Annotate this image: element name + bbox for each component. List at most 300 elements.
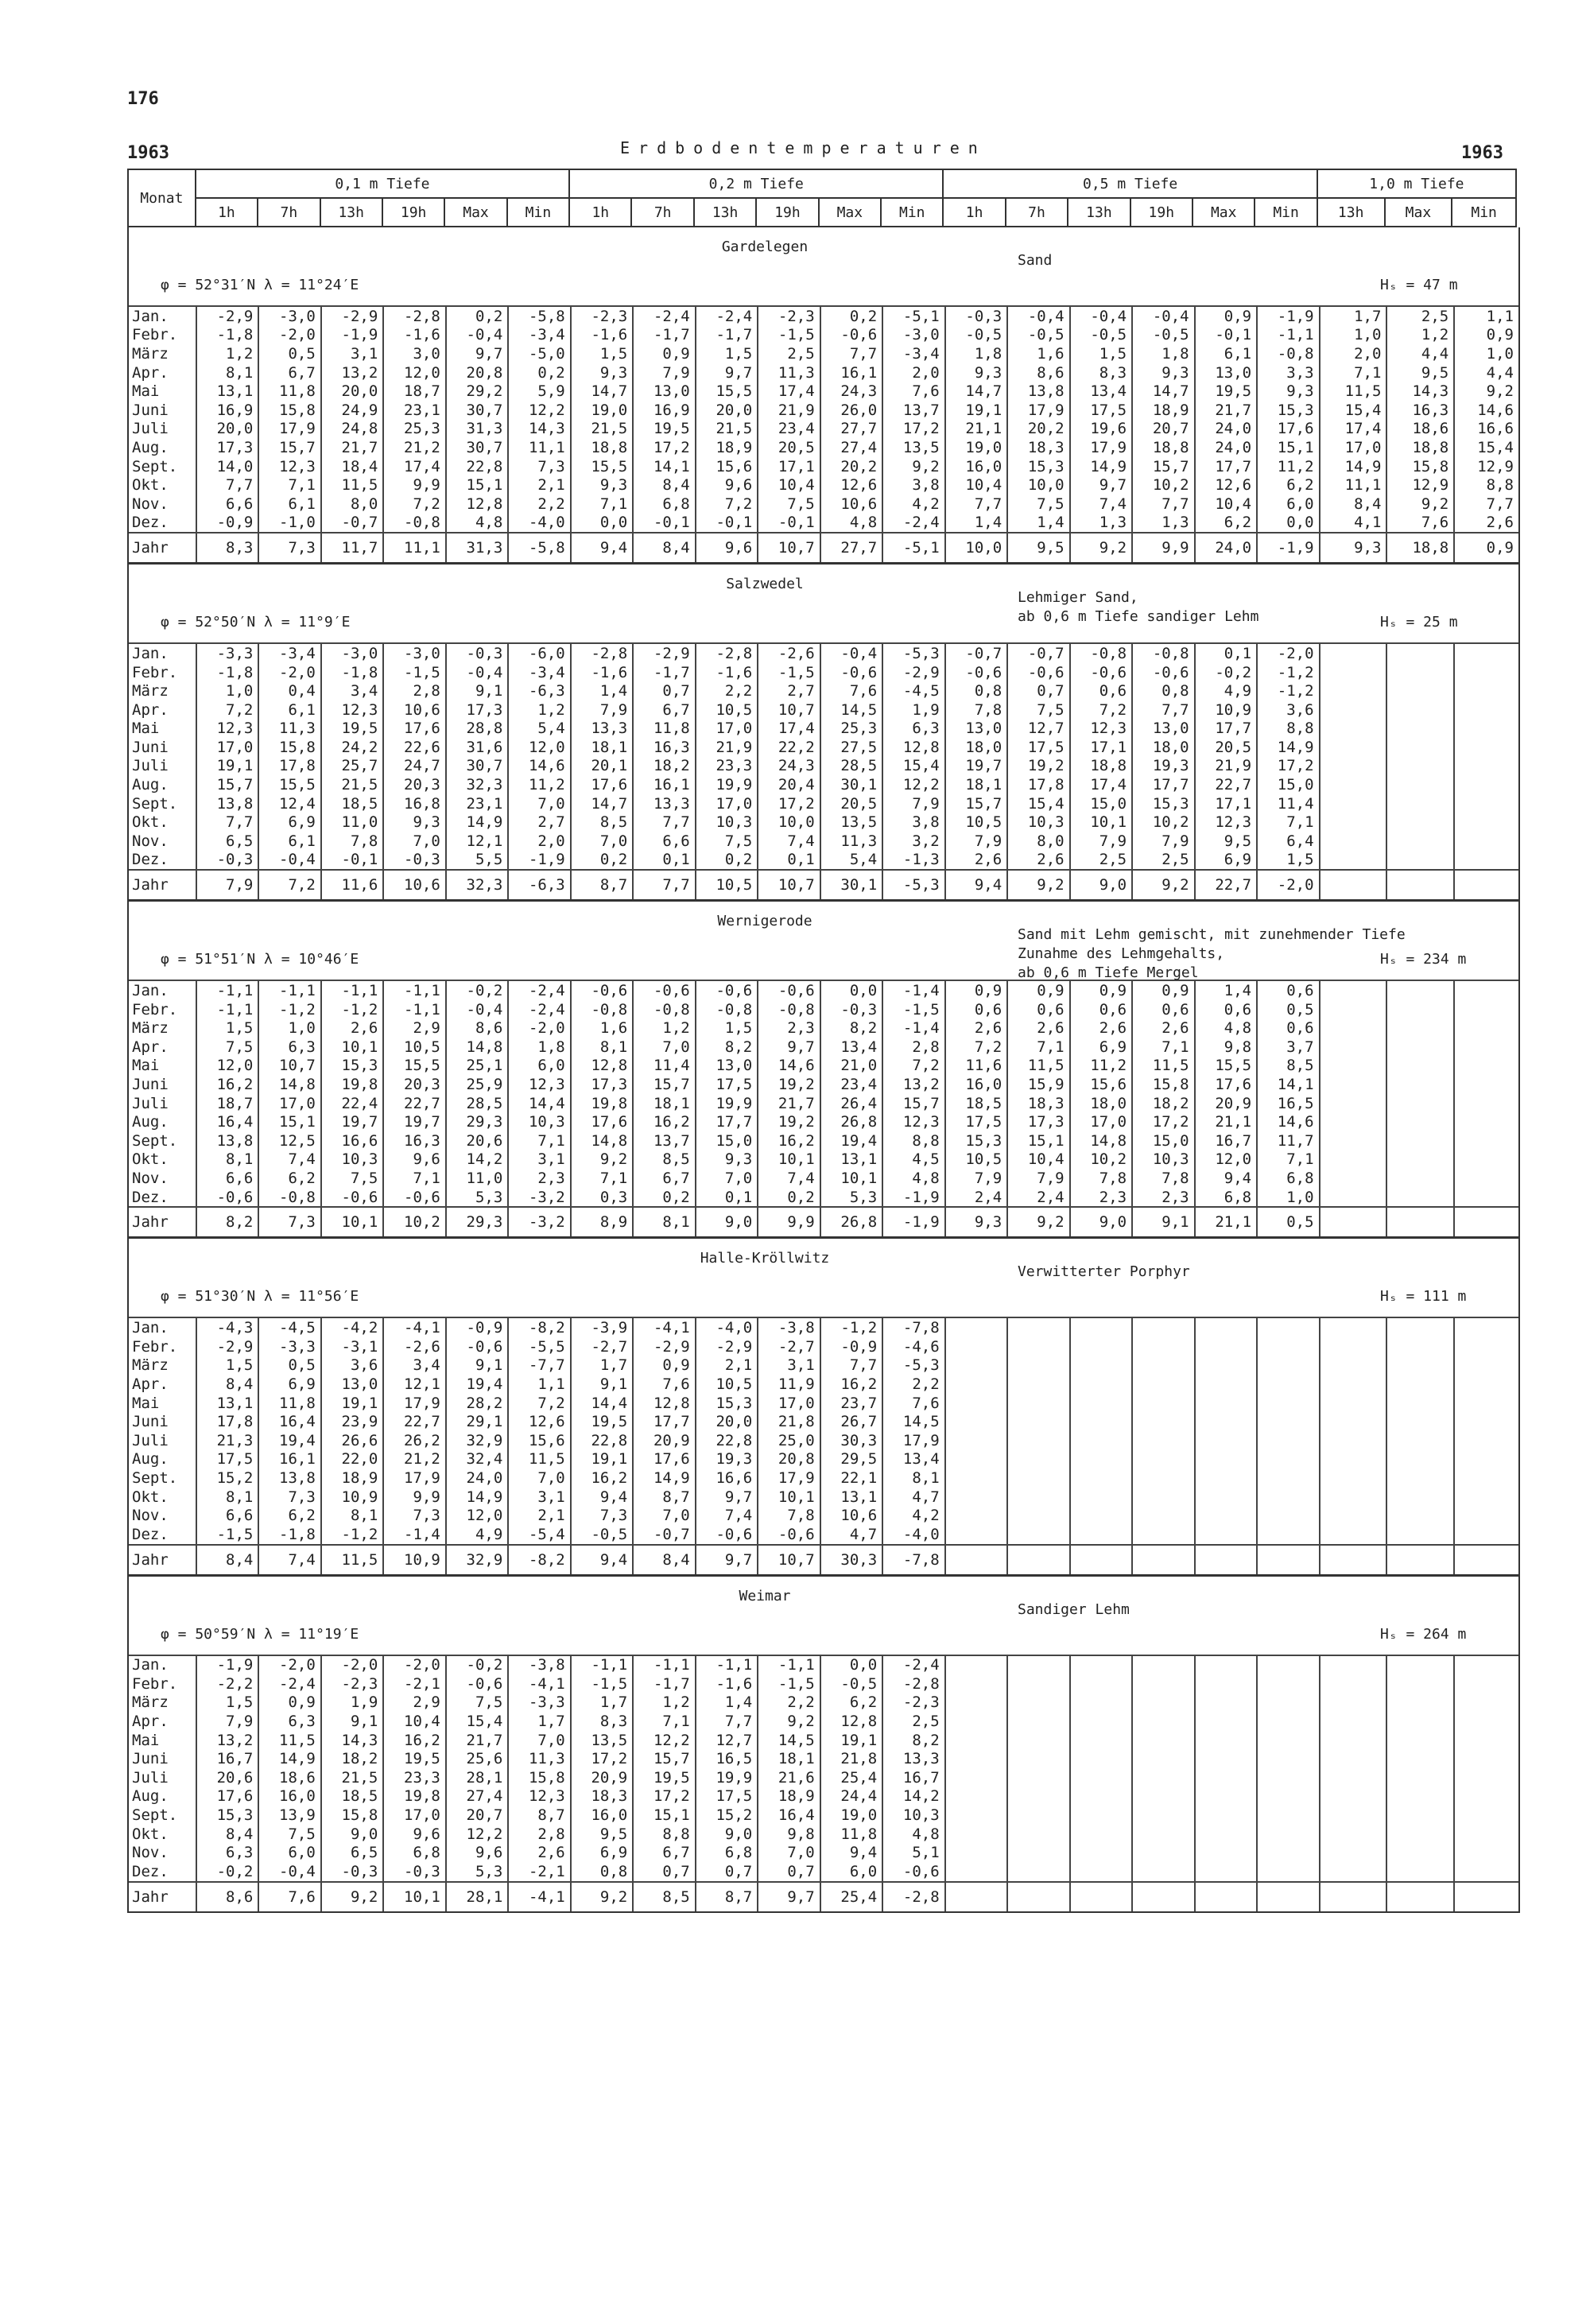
table-cell [1132,1787,1194,1806]
table-cell: 20,3 [383,775,445,794]
table-cell: 17,6 [1257,420,1319,439]
table-cell [1454,1525,1518,1545]
table-cell [1195,1749,1257,1768]
year-cell: 7,6 [258,1882,320,1911]
table-cell: -2,4 [508,1000,570,1019]
month-label: Okt. [132,1150,169,1169]
year-row [129,1882,1518,1911]
table-cell: -4,3 [196,1317,258,1337]
table-cell: 7,2 [1070,700,1132,720]
table-cell: -0,7 [1007,643,1069,663]
month-label: Aug. [132,776,169,794]
table-cell: 7,0 [383,832,445,851]
table-cell [945,1469,1007,1488]
table-cell: -1,9 [196,1655,258,1675]
table-cell: 15,3 [321,1057,383,1076]
table-cell: 17,9 [258,420,320,439]
table-cell: 12,2 [633,1731,695,1750]
table-cell: 27,5 [820,738,882,757]
table-cell: 15,3 [1007,457,1069,476]
table-cell: -2,4 [882,514,944,533]
table-cell: 30,7 [446,438,508,457]
table-cell: 0,2 [508,363,570,382]
table-cell: 15,7 [258,438,320,457]
table-cell [945,1394,1007,1413]
table-cell: 30,7 [446,401,508,420]
table-cell: 14,6 [758,1057,820,1076]
year-label: Jahr [129,870,196,899]
table-cell: 7,0 [508,1469,570,1488]
table-cell: 13,5 [820,813,882,832]
table-cell: 15,5 [383,1057,445,1076]
table-cell [1386,1431,1454,1450]
table-cell [1070,1731,1132,1750]
table-cell: 16,7 [882,1768,944,1787]
table-cell: -0,6 [696,980,758,1000]
table-cell: 14,2 [446,1150,508,1170]
table-cell: 21,7 [758,1094,820,1113]
table-cell [1454,1000,1518,1019]
table-cell: 12,6 [508,1412,570,1431]
table-cell: 7,2 [882,1057,944,1076]
table-cell [1007,1712,1069,1731]
table-cell: 5,1 [882,1843,944,1862]
table-cell: 20,7 [1132,420,1194,439]
year-cell: 10,1 [321,1207,383,1236]
table-row [129,738,1518,757]
table-cell: 9,6 [696,475,758,495]
table-cell [1132,1843,1194,1862]
table-cell [1195,1469,1257,1488]
table-row [129,1000,1518,1019]
table-cell: 16,2 [758,1131,820,1150]
table-cell: 3,8 [882,813,944,832]
table-cell: -0,9 [446,1317,508,1337]
year-cell: 7,4 [258,1545,320,1574]
table-cell: 8,1 [196,1150,258,1170]
table-cell: 1,7 [571,1694,633,1713]
table-cell: 7,7 [196,475,258,495]
table-cell: 17,6 [633,1450,695,1469]
table-cell [1257,1712,1319,1731]
table-cell: 10,1 [758,1150,820,1170]
table-cell: 10,1 [758,1488,820,1507]
year-cell [1257,1882,1319,1911]
table-cell: 17,6 [196,1787,258,1806]
year-cell: -2,0 [1257,870,1319,899]
table-cell: 20,5 [1195,738,1257,757]
table-cell: 2,6 [1007,851,1069,871]
table-cell: 8,2 [882,1731,944,1750]
table-cell: 19,6 [1070,420,1132,439]
table-cell: -1,1 [196,980,258,1000]
table-cell: 16,3 [633,738,695,757]
year-cell: 11,6 [321,870,383,899]
table-cell: 12,3 [1195,813,1257,832]
table-cell: 14,9 [1320,457,1387,476]
table-cell [1386,1694,1454,1713]
table-cell: 7,4 [758,832,820,851]
table-cell: 6,3 [258,1712,320,1731]
table-cell: 22,7 [1195,775,1257,794]
table-cell: 23,7 [820,1394,882,1413]
table-cell: 13,4 [1070,382,1132,401]
table-cell: 18,5 [321,1787,383,1806]
table-cell: 0,8 [945,681,1007,700]
table-cell: 26,0 [820,401,882,420]
time-column-header: 19h [756,198,818,227]
table-cell [1386,1731,1454,1750]
table-cell: 1,5 [696,344,758,363]
table-cell: -3,1 [321,1337,383,1356]
table-cell: 30,7 [446,757,508,776]
table-cell: 11,3 [508,1749,570,1768]
table-cell: 0,0 [571,514,633,533]
table-cell: 27,7 [820,420,882,439]
table-row [129,1317,1518,1337]
table-cell: -3,8 [508,1655,570,1675]
table-cell [1454,1131,1518,1150]
table-cell: 13,0 [321,1375,383,1394]
table-row [129,1169,1518,1188]
station-name: Salzwedel [726,576,804,593]
table-cell: -3,4 [508,663,570,682]
table-cell: 18,9 [1132,401,1194,420]
table-cell: 4,7 [882,1488,944,1507]
table-cell: 15,2 [196,1469,258,1488]
table-cell: -2,0 [383,1655,445,1675]
table-cell: 13,5 [571,1731,633,1750]
table-cell: 17,8 [196,1412,258,1431]
table-cell [1386,1188,1454,1208]
table-cell [1320,681,1387,700]
table-cell: 7,1 [571,495,633,514]
table-cell: 16,3 [1386,401,1454,420]
table-cell [1454,681,1518,700]
table-cell: 16,6 [696,1469,758,1488]
table-cell [1454,1188,1518,1208]
depth-header: 0,5 m Tiefe [943,169,1317,198]
table-cell: 4,8 [1195,1018,1257,1038]
table-cell: 7,7 [1454,495,1518,514]
year-cell: 9,7 [696,1545,758,1574]
table-cell: 10,9 [1195,700,1257,720]
table-row [129,663,1518,682]
table-cell [1070,1506,1132,1525]
table-cell [1007,1375,1069,1394]
table-cell: 5,3 [446,1188,508,1208]
month-label: Febr. [132,663,178,681]
table-cell: 15,6 [1070,1075,1132,1094]
month-label: Nov. [132,1169,169,1187]
table-cell: 7,9 [633,363,695,382]
table-cell: 8,4 [196,1375,258,1394]
table-cell: 10,3 [1007,813,1069,832]
table-cell: 18,6 [258,1768,320,1787]
year-cell: -5,8 [508,533,570,562]
table-cell: 0,9 [633,344,695,363]
table-cell: 10,0 [758,813,820,832]
table-cell: 1,0 [1454,344,1518,363]
table-row [129,306,1518,326]
table-cell [1454,1394,1518,1413]
table-cell: 9,6 [383,1825,445,1844]
table-cell: -0,1 [1195,326,1257,345]
table-cell: -0,3 [945,306,1007,326]
table-cell [1320,813,1387,832]
table-cell: 15,0 [1132,1131,1194,1150]
month-label: Aug. [132,1450,169,1469]
year-cell [1454,1545,1518,1574]
table-cell [1454,1169,1518,1188]
table-cell [1454,1431,1518,1450]
table-cell [1257,1825,1319,1844]
table-cell: 0,5 [258,1356,320,1375]
table-cell: 10,3 [321,1150,383,1170]
table-cell: -2,6 [383,1337,445,1356]
depth-header: 0,1 m Tiefe [196,169,569,198]
table-row [129,1038,1518,1057]
table-cell: 17,0 [1320,438,1387,457]
table-cell: 1,4 [945,514,1007,533]
table-cell: 19,2 [1007,757,1069,776]
table-cell: 3,8 [882,475,944,495]
table-cell: -1,6 [383,326,445,345]
table-cell: 15,6 [508,1431,570,1450]
table-cell: 6,1 [258,700,320,720]
year-cell: 8,3 [196,533,258,562]
table-cell: 12,2 [508,401,570,420]
table-cell: 17,7 [1195,457,1257,476]
table-cell: 7,5 [446,1694,508,1713]
station-header [129,227,1518,305]
table-cell: 7,6 [1386,514,1454,533]
year-cell [1386,1882,1454,1911]
table-cell: 11,5 [1007,1057,1069,1076]
year-cell: 8,1 [633,1207,695,1236]
table-cell [1195,1694,1257,1713]
table-cell [1007,1450,1069,1469]
table-cell: 2,8 [508,1825,570,1844]
table-cell [1454,1150,1518,1170]
table-cell [1386,794,1454,813]
table-cell: 15,0 [1070,794,1132,813]
table-cell: 15,5 [571,457,633,476]
table-cell: 3,1 [508,1150,570,1170]
table-cell [1007,1655,1069,1675]
month-label: März [132,1356,169,1375]
table-cell [1454,794,1518,813]
table-cell: 15,5 [1195,1057,1257,1076]
table-cell: 29,1 [446,1412,508,1431]
table-row [129,1431,1518,1450]
table-cell: -2,8 [882,1674,944,1694]
table-cell: 7,2 [196,700,258,720]
table-cell: 15,1 [1257,438,1319,457]
table-cell: 2,6 [1007,1018,1069,1038]
table-cell: 15,4 [1320,401,1387,420]
table-cell: 1,4 [571,681,633,700]
month-label: Jan. [129,1655,196,1675]
table-cell: 7,9 [1070,832,1132,851]
table-cell: 13,8 [196,794,258,813]
table-cell: 11,5 [321,475,383,495]
year-cell: 7,3 [258,533,320,562]
table-cell: 1,2 [508,700,570,720]
table-cell: 27,4 [446,1787,508,1806]
table-cell: 5,4 [820,851,882,871]
table-cell: 18,8 [1386,438,1454,457]
table-cell: 14,0 [196,457,258,476]
depth-header: 0,2 m Tiefe [569,169,943,198]
table-cell: 20,2 [1007,420,1069,439]
table-cell: 0,8 [1132,681,1194,700]
table-cell [1007,1768,1069,1787]
table-cell [1454,832,1518,851]
table-row [129,475,1518,495]
table-cell: 16,2 [571,1469,633,1488]
table-cell [1007,1488,1069,1507]
table-cell [1007,1862,1069,1882]
table-cell [1386,1825,1454,1844]
table-cell [1320,1188,1387,1208]
table-cell: -0,7 [945,643,1007,663]
station-coordinates: φ = 52°50′N λ = 11°9′E [161,614,351,631]
table-cell: 7,9 [945,832,1007,851]
table-cell: -2,8 [571,643,633,663]
table-cell: -2,7 [571,1337,633,1356]
table-cell: -0,4 [258,1862,320,1882]
table-cell: 18,9 [758,1787,820,1806]
table-cell [1132,1731,1194,1750]
table-cell: -5,5 [508,1337,570,1356]
table-cell: 21,0 [820,1057,882,1076]
table-cell: 1,3 [1132,514,1194,533]
table-cell [1195,1862,1257,1882]
table-cell [1454,700,1518,720]
table-cell: 7,3 [258,1488,320,1507]
table-cell: 14,9 [1257,738,1319,757]
table-cell: 11,2 [1070,1057,1132,1076]
table-cell [1454,1488,1518,1507]
table-cell: 7,2 [696,495,758,514]
table-row [129,457,1518,476]
table-cell: 9,1 [446,1356,508,1375]
table-row [129,1488,1518,1507]
table-cell: 3,3 [1257,363,1319,382]
table-cell [1007,1337,1069,1356]
table-cell: 6,9 [1195,851,1257,871]
table-cell: 24,0 [1195,420,1257,439]
table-cell: -0,5 [1007,326,1069,345]
table-cell: -0,6 [882,1862,944,1882]
table-cell [1257,1749,1319,1768]
page-title: Erdbodentemperaturen [620,138,987,157]
table-cell: -1,3 [882,851,944,871]
table-cell: -5,3 [882,643,944,663]
table-row [129,1655,1518,1675]
table-cell: -1,8 [321,663,383,682]
table-cell: -1,2 [321,1000,383,1019]
table-cell: 19,8 [321,1075,383,1094]
year-cell: -5,1 [882,533,944,562]
table-cell: 15,8 [1386,457,1454,476]
table-cell: 1,0 [196,681,258,700]
table-cell: 18,1 [758,1749,820,1768]
table-cell: 2,2 [696,681,758,700]
table-cell: -1,1 [258,980,320,1000]
table-cell: 25,3 [820,720,882,739]
table-cell [1320,1169,1387,1188]
table-cell: 8,2 [696,1038,758,1057]
table-cell: -0,6 [446,1674,508,1694]
table-cell: 28,8 [446,720,508,739]
month-label: Mai [132,1731,160,1749]
table-cell: 29,3 [446,1112,508,1131]
table-cell: 2,6 [1454,514,1518,533]
table-cell: 17,7 [1195,720,1257,739]
table-cell [1132,1712,1194,1731]
table-cell: 17,4 [1320,420,1387,439]
table-cell: 11,5 [258,1731,320,1750]
month-label: Jan. [129,643,196,663]
table-cell [1195,1674,1257,1694]
table-cell: 14,9 [258,1749,320,1768]
table-cell: 12,4 [258,794,320,813]
table-cell [1454,1731,1518,1750]
table-cell: 8,4 [196,1825,258,1844]
station-data-table [129,1317,1518,1573]
table-cell: 0,6 [1257,1018,1319,1038]
table-cell [1320,663,1387,682]
year-label: Jahr [129,1207,196,1236]
table-cell: 17,9 [1070,438,1132,457]
table-cell: 15,3 [1257,401,1319,420]
table-cell: 11,2 [508,775,570,794]
year-cell [1257,1545,1319,1574]
table-cell: 18,5 [945,1094,1007,1113]
table-cell: 28,5 [446,1094,508,1113]
table-cell: 1,1 [1454,306,1518,326]
table-cell: 6,7 [633,1843,695,1862]
year-cell [1132,1545,1194,1574]
table-cell: 14,3 [1386,382,1454,401]
table-cell: 7,5 [1007,700,1069,720]
table-cell: 19,4 [446,1375,508,1394]
table-cell: 3,0 [383,344,445,363]
table-cell: 15,7 [945,794,1007,813]
station-block [127,1574,1520,1913]
table-cell [1257,1317,1319,1337]
table-cell: -3,9 [571,1317,633,1337]
table-cell [1070,1768,1132,1787]
table-cell: -1,5 [882,1000,944,1019]
table-cell: 16,0 [571,1806,633,1825]
table-cell: 28,1 [446,1768,508,1787]
table-cell [1454,1356,1518,1375]
month-label: Febr. [132,1000,178,1018]
table-cell: 5,9 [508,382,570,401]
year-cell: -5,3 [882,870,944,899]
table-cell: 0,7 [1007,681,1069,700]
table-cell: 0,5 [1257,1000,1319,1019]
time-column-header: Max [1385,198,1452,227]
table-cell: -2,8 [696,643,758,663]
table-cell: -3,4 [258,643,320,663]
table-cell: -3,4 [882,344,944,363]
table-cell: 2,0 [882,363,944,382]
table-cell: -0,9 [196,514,258,533]
